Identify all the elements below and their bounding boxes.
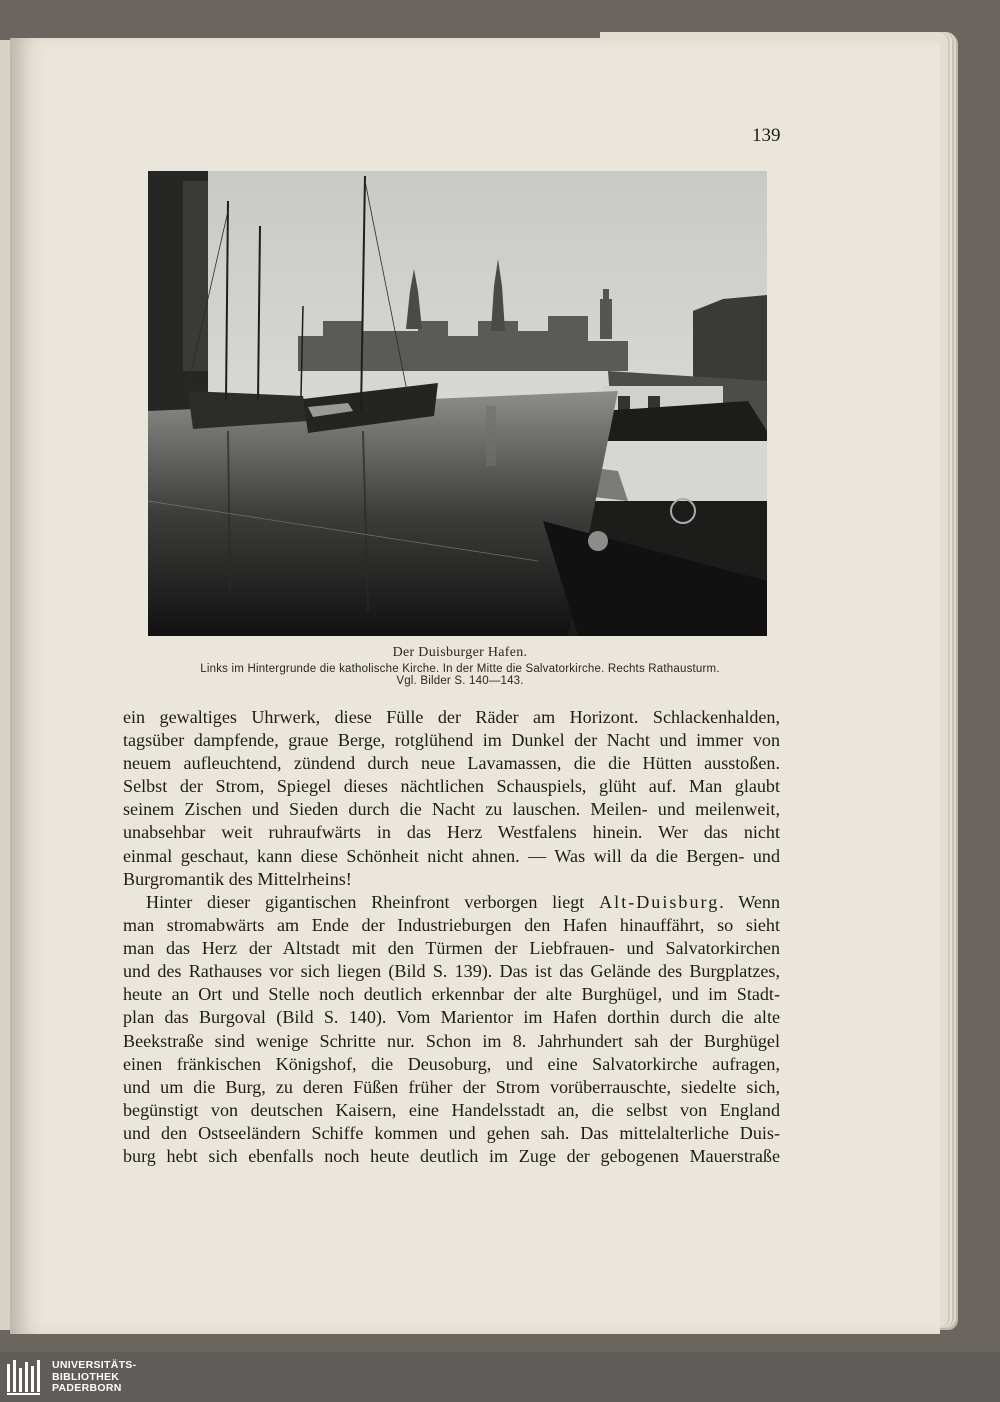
text-line: tagsüber dampfende, graue Berge, rotglühend im Dunkel der Nacht und immer von [123,730,780,751]
text-line: und den Ostseeländern Schiffe kommen und gehen sah. Das mittelalterliche Duis- [123,1122,780,1143]
text-line: unabsehbar weit ruhraufwärts in das Herz Westfalens hinein. Wer das nicht [123,822,780,843]
text-line: ein gewaltiges Uhrwerk, diese Fülle der Räder am Horizont. Schlackenhalden, [123,707,780,727]
text-line: man das Herz der Altstadt mit den Türmen der Liebfrauen- und Salvatorkirchen [123,938,780,959]
text-line: einmal geschaut, kann diese Schönheit nicht ahnen. — Was will da die Bergen- und [123,845,780,866]
figure-caption-title: Der Duisburger Hafen. [392,645,528,660]
text-line: Selbst der Strom, Spiegel dieses nächtlichen Schauspiels, glüht auf. Man glaubt [123,776,780,797]
library-name-line: PADERBORN [52,1382,122,1394]
body-paragraph-1 [123,706,780,891]
page-number: 139 [752,125,781,146]
text-line: burg hebt sich ebenfalls noch heute deutlich im Zuge der gebogenen Mauerstraße [123,1146,780,1167]
text-span: . Wenn [719,892,780,912]
text-line-first [123,891,780,914]
text-line: und um die Burg, zu deren Füßen früher der Strom vorüberrauschte, siedelte sich, [123,1076,780,1097]
library-name-line: UNIVERSITÄTS- [52,1359,137,1371]
figure-caption-line-1: Links im Hintergrunde die katholische Kirche. In der Mitte die Salvatorkirche. Rechts Rathausturm. [200,663,720,675]
library-footer [0,1352,1000,1402]
place-name-emphasis: Alt-Duisburg [599,892,720,912]
figure-caption-line-2: Vgl. Bilder S. 140—143. [396,675,524,687]
text-line: heute an Ort und Stelle noch deutlich erkennbar der alte Burghügel, und im Stadt- [123,984,780,1005]
facing-page-edge [0,40,10,1330]
library-logo-icon [6,1358,46,1396]
text-line: man stromabwärts am Ende der Industrieburgen den Hafen hinauffährt, so sieht [123,915,780,936]
text-line: begünstigt von deutschen Kaisern, eine Handelsstadt an, die selbst von England [123,1099,780,1120]
text-line: seinem Zischen und Sieden durch die Nacht zu lauschen. Meilen- und meilenweit, [123,799,780,820]
text-line: Beekstraße sind wenige Schritte nur. Schon im 8. Jahrhundert sah der Burghügel [123,1030,780,1051]
figure-caption-subtitle [140,663,780,687]
text-line: einen fränkischen Königshof, die Deusoburg, und eine Salvatorkirche aufragen, [123,1053,780,1074]
body-paragraph-2 [123,891,780,1168]
text-line: neuem aufleuchtend, zündend durch neue Lavamassen, die die Hütten ausstoßen. [123,753,780,774]
library-logo-text [52,1360,136,1395]
harbor-photograph [148,171,767,636]
text-line: plan das Burgoval (Bild S. 140). Vom Marientor im Hafen dorthin durch die alte [123,1007,780,1028]
library-name-line: BIBLIOTHEK [52,1370,120,1383]
text-span: Hinter dieser gigantischen Rheinfront verborgen liegt [146,892,600,912]
text-line: und des Rathauses vor sich liegen (Bild S. 139). Das ist das Gelände des Burgplatzes, [123,961,780,982]
text-line: Burgromantik des Mittelrheins! [123,868,352,889]
